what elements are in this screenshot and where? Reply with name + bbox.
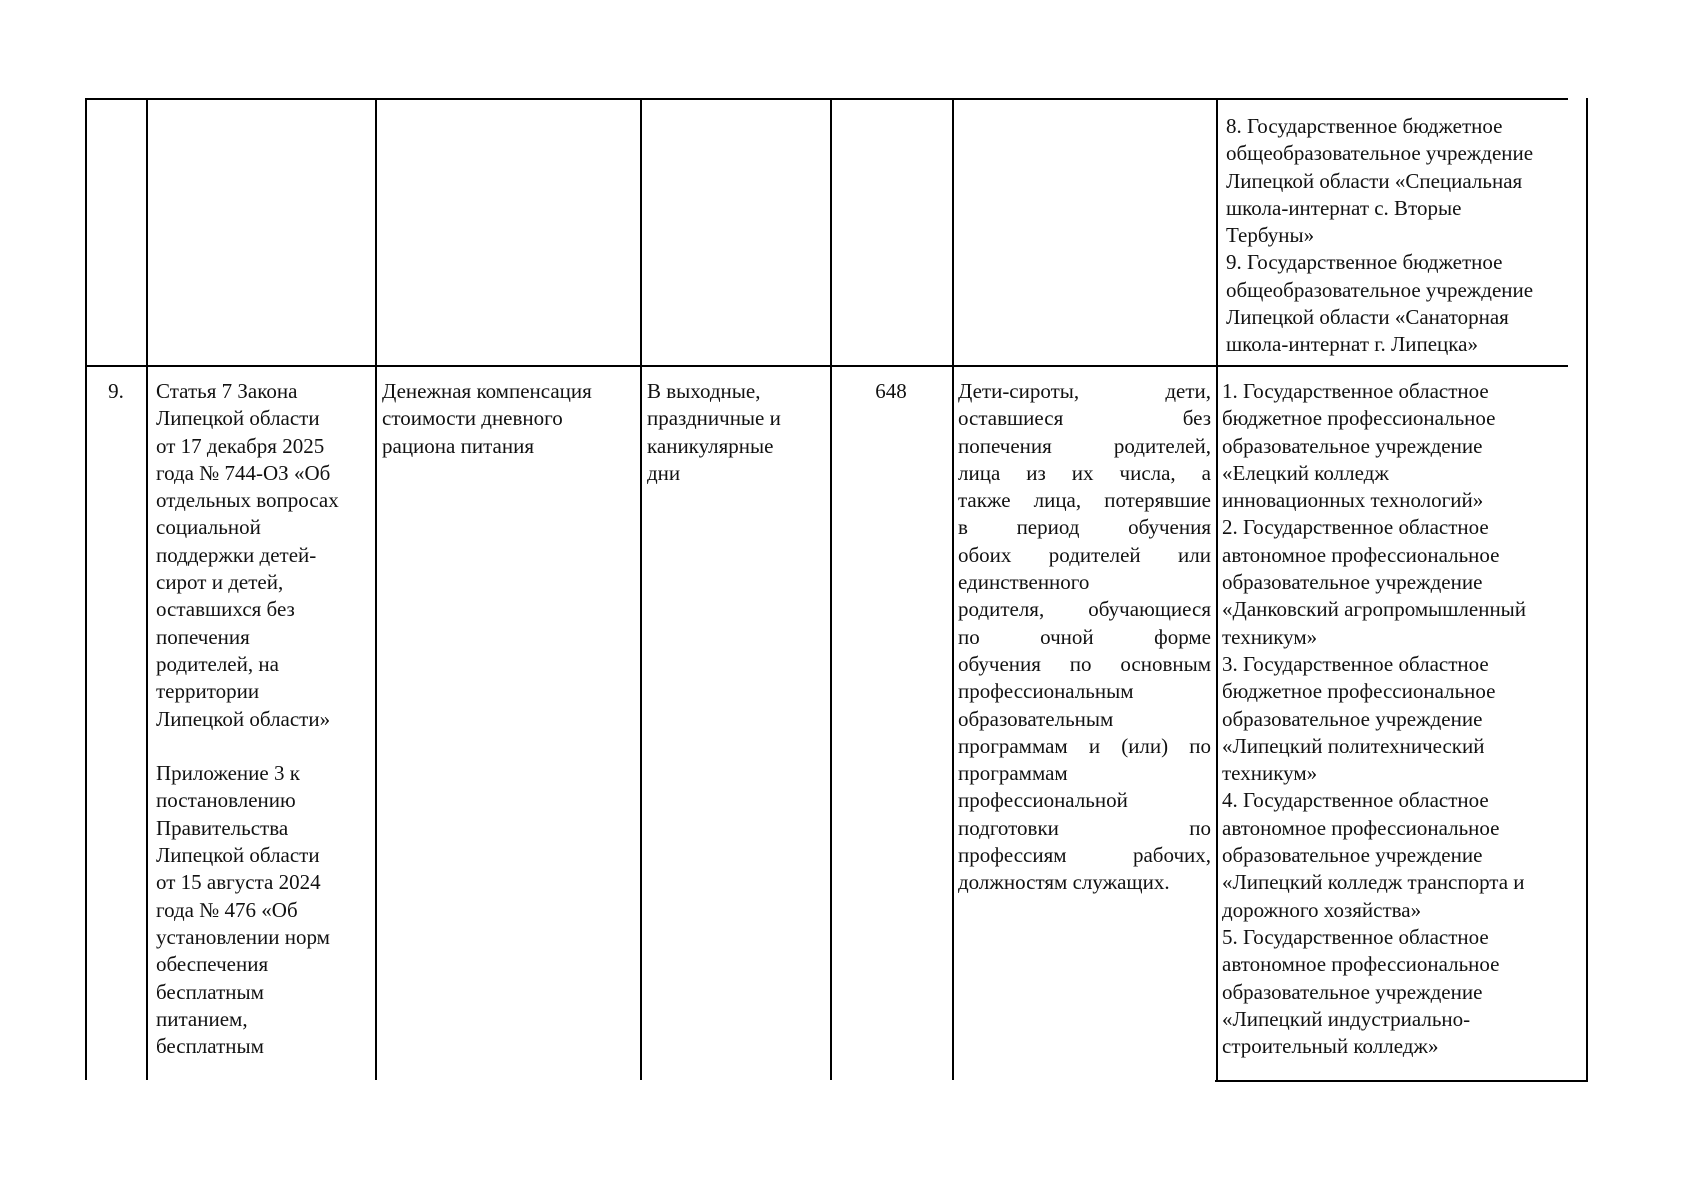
institution-line: Тербуны»: [1226, 223, 1315, 248]
recipients-line: оставшиеся без: [958, 406, 1211, 431]
period-line: В выходные,: [647, 379, 761, 403]
legal-basis-line: Правительства: [156, 815, 289, 840]
institution-line: строительный колледж»: [1222, 1034, 1439, 1059]
recipients-line: родителя, обучающиеся: [958, 597, 1211, 622]
recipients-line: по очной форме: [958, 624, 1211, 649]
column-line-7: [1216, 98, 1218, 1082]
institution-line: образовательное учреждение: [1222, 706, 1483, 731]
recipients-line: лица из их числа, а: [958, 460, 1211, 485]
institution-line: образовательное учреждение: [1222, 433, 1483, 458]
institution-line: «Липецкий индустриально-: [1222, 1006, 1471, 1031]
table-top-border: [85, 98, 1568, 100]
institution-line: 5. Государственное областное: [1222, 924, 1489, 949]
period-cell: [647, 378, 827, 487]
institution-line: дорожного хозяйства»: [1222, 897, 1422, 922]
institution-line: школа-интернат с. Вторые: [1226, 195, 1462, 220]
legal-basis-line: сирот и детей,: [156, 570, 284, 595]
recipients-line: программам: [958, 761, 1068, 786]
recipients-line: образовательным: [958, 706, 1114, 731]
institution-line: бюджетное профессиональное: [1222, 406, 1496, 431]
institution-line: техникум»: [1222, 761, 1318, 786]
institutions-cell-bottom-border: [1215, 1080, 1587, 1082]
recipients-line: должностям служащих.: [958, 870, 1170, 895]
institution-line: бюджетное профессиональное: [1222, 679, 1496, 704]
institution-line: общеобразовательное учреждение: [1226, 141, 1534, 166]
recipients-line: в период обучения: [958, 515, 1211, 540]
period-line: каникулярные: [647, 433, 774, 458]
legal-basis-line: от 15 августа 2024: [156, 870, 321, 895]
institution-line: образовательное учреждение: [1222, 843, 1483, 868]
legal-basis-line: бесплатным: [156, 979, 264, 1004]
institution-line: 3. Государственное областное: [1222, 651, 1489, 676]
legal-basis-cell: [156, 378, 371, 1060]
institution-line: 8. Государственное бюджетное: [1226, 114, 1503, 138]
legal-basis-line: оставшихся без: [156, 597, 295, 622]
recipients-line: подготовки по: [958, 815, 1211, 840]
column-line-5: [830, 98, 832, 1080]
legal-basis-line: обеспечения: [156, 952, 269, 977]
institution-line: «Елецкий колледж: [1222, 460, 1389, 485]
recipients-cell: [958, 378, 1211, 897]
column-line-6: [952, 98, 954, 1080]
row-divider: [85, 365, 1568, 367]
recipients-line: профессиональным: [958, 679, 1134, 704]
legal-basis-line: года № 744-ОЗ «Об: [156, 460, 331, 485]
recipients-line: профессиональной: [958, 788, 1128, 813]
institution-line: автономное профессиональное: [1222, 952, 1500, 977]
legal-basis-line: Липецкой области»: [156, 706, 331, 731]
legal-basis-line: родителей, на: [156, 651, 279, 676]
institution-line: образовательное учреждение: [1222, 979, 1483, 1004]
legal-basis-line: Приложение 3 к: [156, 761, 300, 786]
recipients-line: программам и (или) по: [958, 733, 1211, 758]
measure-line: стоимости дневного: [382, 406, 563, 431]
institution-line: автономное профессиональное: [1222, 815, 1500, 840]
institution-line: школа-интернат г. Липецка»: [1226, 332, 1478, 357]
legal-basis-line: отдельных вопросах: [156, 488, 339, 513]
institution-line: Липецкой области «Специальная: [1226, 168, 1523, 193]
institution-line: образовательное учреждение: [1222, 570, 1483, 595]
legal-basis-line: социальной: [156, 515, 261, 540]
legal-basis-line: бесплатным: [156, 1034, 264, 1059]
legal-basis-line: попечения: [156, 624, 250, 649]
period-line: дни: [647, 460, 681, 485]
period-line: праздничные и: [647, 406, 781, 431]
row-number: 9.: [108, 379, 124, 403]
recipients-line: обоих родителей или: [958, 542, 1211, 567]
paragraph-gap: [156, 733, 371, 760]
measure-line: Денежная компенсация: [382, 379, 592, 403]
legal-basis-line: поддержки детей-: [156, 542, 317, 567]
institution-line: автономное профессиональное: [1222, 542, 1500, 567]
institution-line: «Липецкий политехнический: [1222, 733, 1485, 758]
institution-line: «Липецкий колледж транспорта и: [1222, 870, 1525, 895]
column-line-8: [1586, 98, 1588, 1082]
recipients-line: Дети-сироты, дети,: [958, 379, 1211, 403]
amount-value: 648: [875, 379, 907, 403]
column-line-1: [85, 98, 87, 1080]
legal-basis-line: от 17 декабря 2025: [156, 433, 325, 458]
legal-basis-line: постановлению: [156, 788, 296, 813]
legal-basis-line: года № 476 «Об: [156, 897, 298, 922]
institution-line: «Данковский агропромышленный: [1222, 597, 1527, 622]
institution-line: Липецкой области «Санаторная: [1226, 305, 1509, 330]
legal-basis-line: Липецкой области: [156, 406, 320, 431]
recipients-line: обучения по основным: [958, 651, 1211, 676]
column-line-4: [640, 98, 642, 1080]
measure-line: рациона питания: [382, 433, 534, 458]
institution-line: техникум»: [1222, 624, 1318, 649]
institutions-cell: [1222, 378, 1582, 1060]
column-line-3: [375, 98, 377, 1080]
column-line-2: [146, 98, 148, 1080]
recipients-line: профессиям рабочих,: [958, 843, 1211, 868]
legal-basis-line: Липецкой области: [156, 843, 320, 868]
legal-basis-line: установлении норм: [156, 924, 330, 949]
institution-line: инновационных технологий»: [1222, 488, 1484, 513]
recipients-line: также лица, потерявшие: [958, 488, 1211, 513]
institution-line: общеобразовательное учреждение: [1226, 277, 1534, 302]
recipients-line: единственного: [958, 570, 1090, 595]
institution-line: 1. Государственное областное: [1222, 379, 1489, 403]
top-row-institutions-cell: [1226, 113, 1581, 359]
institution-line: 4. Государственное областное: [1222, 788, 1489, 813]
institution-line: 2. Государственное областное: [1222, 515, 1489, 540]
legal-basis-line: Статья 7 Закона: [156, 379, 298, 403]
measure-cell: [382, 378, 637, 460]
legal-basis-line: территории: [156, 679, 260, 704]
recipients-line: попечения родителей,: [958, 433, 1211, 458]
institution-line: 9. Государственное бюджетное: [1226, 250, 1503, 275]
legal-basis-line: питанием,: [156, 1006, 248, 1031]
